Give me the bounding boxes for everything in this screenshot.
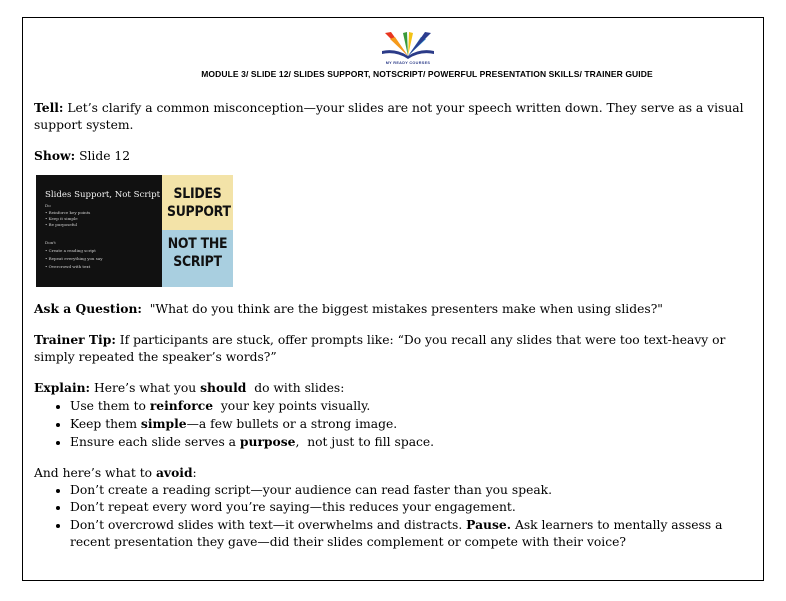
avoid-paragraph: And here’s what to avoid: <box>34 465 197 480</box>
tell-paragraph: Tell: Let’s clarify a common misconception—your slides are not your speech written down. They serve as a visual support system. <box>34 100 744 132</box>
slide-dont-item: • Repeat everything you say <box>45 256 103 261</box>
open-book-rainbow-icon <box>376 29 440 65</box>
question-paragraph: Ask a Question: "What do you think are the biggest mistakes presenters make when using slides?" <box>34 301 663 316</box>
slide-do-item: • Keep it simple <box>45 216 78 221</box>
slide-do-item: • Reinforce key points <box>45 210 91 215</box>
list-item: • Ensure each slide serves a purpose, not just to fill space. <box>70 433 746 451</box>
slide-blue-panel <box>162 230 233 287</box>
slide-dont-item: • Create a reading script <box>45 248 96 253</box>
trainer-tip-paragraph: Trainer Tip: If participants are stuck, offer prompts like: “Do you recall any slides that were too text-heavy or simply repeated the speaker’s words?” <box>34 332 726 364</box>
slide-thumbnail <box>36 175 233 287</box>
logo-brand-text: MY READY COURSES <box>385 61 431 65</box>
slide-do-item: • Be purposeful <box>45 222 77 227</box>
slide-yellow-panel <box>162 175 233 230</box>
guide-content <box>34 99 746 551</box>
module-header: MODULE 3/ SLIDE 12/ SLIDES SUPPORT, NOTSCRIPT/ POWERFUL PRESENTATION SKILLS/ TRAINER GUIDE <box>201 69 653 79</box>
should-list <box>34 397 746 451</box>
list-item: • Keep them simple—a few bullets or a strong image. <box>70 415 746 433</box>
slide-dont-heading: Don't <box>45 240 56 245</box>
slide-title: Slides Support, Not Script <box>45 190 161 200</box>
list-item: • Don’t overcrowd slides with text—it overwhelms and distracts. Pause. Ask learners to mentally assess a recent presentation they gave—did their slides complement or compete with their voice? <box>70 516 746 551</box>
slide-dont-item: • Overcrowd with text <box>45 264 91 269</box>
slide-big-text: SCRIPT <box>173 254 222 270</box>
slide-big-text: SLIDES <box>173 186 222 202</box>
slide-big-text: SUPPORT <box>166 204 231 220</box>
slide-dark-panel <box>36 175 162 287</box>
show-paragraph: Show: Slide 12 <box>34 148 131 163</box>
avoid-list <box>34 482 746 551</box>
list-item: • Don’t repeat every word you’re saying—this reduces your engagement. <box>70 499 746 516</box>
slide-big-text: NOT THE <box>167 236 228 252</box>
list-item: • Use them to reinforce your key points visually. <box>70 397 746 415</box>
list-item: • Don’t create a reading script—your audience can read faster than you speak. <box>70 482 746 499</box>
slide-do-heading: Do <box>45 203 51 208</box>
explain-paragraph: Explain: Here’s what you should do with slides: <box>34 380 345 395</box>
